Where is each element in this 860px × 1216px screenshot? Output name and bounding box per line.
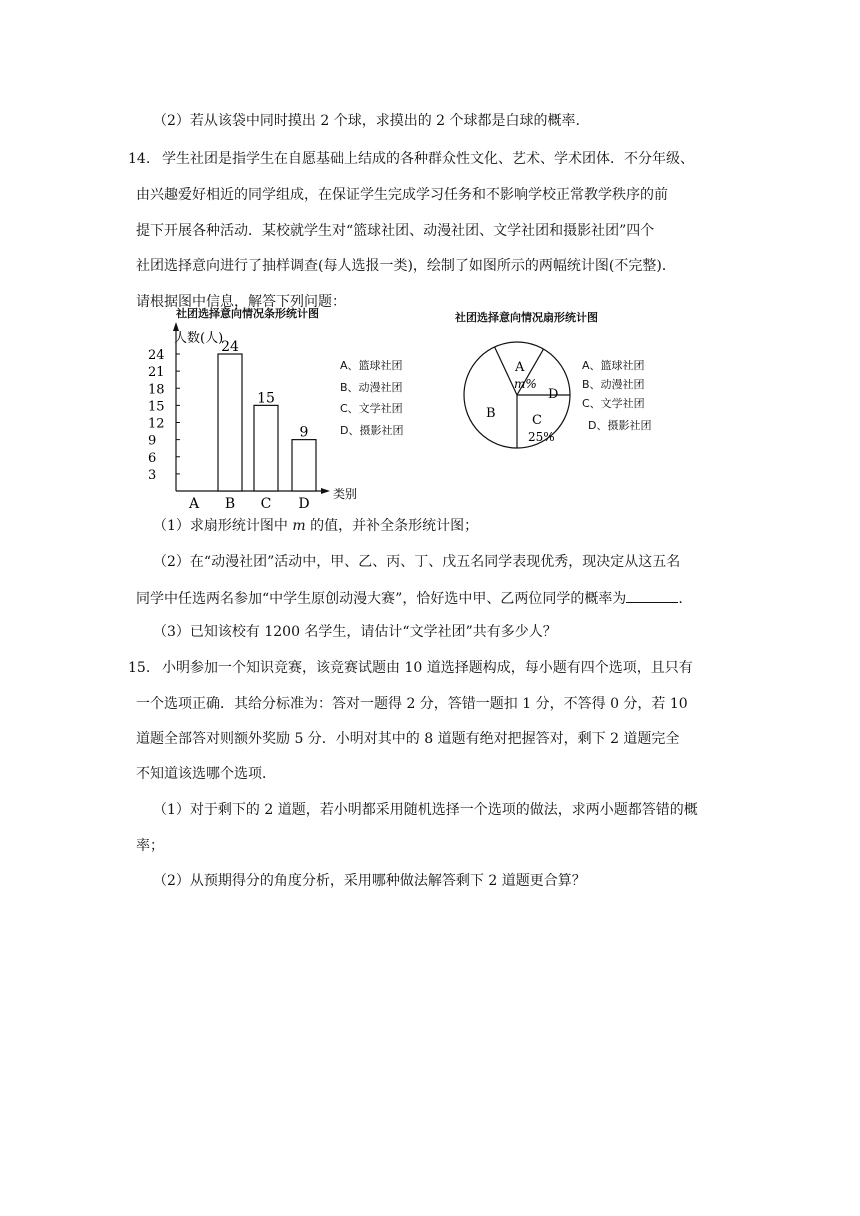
x-axis-label: 类别 — [333, 487, 358, 501]
y-tick-label: 12 — [148, 416, 165, 432]
y-tick-label: 9 — [148, 433, 157, 449]
x-tick-label-b: B — [224, 496, 236, 512]
pie-legend-c: C、文学社团 — [582, 397, 645, 410]
q14-line-1: 学生社团是指学生在自愿基础上结成的各种群众性文化、艺术、学术团体．不分年级、 — [162, 151, 694, 167]
q14-part2-end: . — [678, 591, 683, 607]
q15-line-3: 道题全部答对则额外奖励 5 分．小明对其中的 8 道题有绝对把握答对，剩下 2 道题完全 — [136, 731, 680, 747]
x-tick-label-d: D — [298, 496, 310, 512]
pie-legend-a: A、篮球社团 — [582, 359, 645, 372]
y-tick-label: 6 — [148, 450, 157, 466]
x-tick-label-a: A — [188, 496, 200, 512]
q14-part1 — [153, 516, 478, 536]
q14-part3: （3）已知该校有 1200 名学生，请估计“文学社团”共有多少人？ — [153, 624, 557, 640]
q14-part2-line-2 — [136, 588, 683, 609]
pie-legend-d: D、摄影社团 — [588, 419, 652, 432]
y-axis-label: 人数(人) — [174, 331, 224, 346]
pie-label-d: D — [548, 387, 559, 402]
x-axis-arrow — [321, 488, 330, 494]
bar-b — [218, 354, 242, 491]
pie-label-c: C — [532, 413, 542, 428]
bar-d — [292, 440, 316, 491]
pie-legend-b: B、动漫社团 — [582, 378, 645, 391]
q14-part2-line-1: （2）在“动漫社团”活动中，甲、乙、丙、丁、戊五名同学表现优秀，现决定从这五名 — [153, 554, 681, 570]
q15-line-4: 不知道该选哪个选项． — [136, 766, 276, 782]
pie-chart-title: 社团选择意向情况扇形统计图 — [455, 311, 598, 324]
q14-part2-text: 同学中任选两名参加“中学生原创动漫大赛”，恰好选中甲、乙两位同学的概率为 — [136, 591, 627, 607]
pie-label-c-value: 25% — [528, 430, 555, 444]
q14-line-5: 请根据图中信息，解答下列问题： — [136, 294, 346, 310]
bar-legend-d: D、摄影社团 — [340, 424, 404, 437]
q14-line-3: 提下开展各种活动．某校就学生对“篮球社团、动漫社团、文学社团和摄影社团”四个 — [136, 223, 655, 239]
bar-legend-c: C、文学社团 — [340, 402, 403, 415]
q13-part2: （2）若从该袋中同时摸出 2 个球，求摸出的 2 个球都是白球的概率. — [153, 113, 580, 129]
bar-value-label-d: 9 — [299, 424, 309, 441]
answer-blank[interactable] — [626, 588, 678, 603]
y-tick-label: 15 — [148, 399, 165, 415]
y-tick-label: 21 — [148, 365, 165, 381]
y-tick-label: 24 — [148, 348, 165, 363]
pie-label-a: A — [515, 360, 525, 375]
q14-number: 14. — [128, 151, 151, 167]
bar-legend-b: B、动漫社团 — [340, 381, 403, 394]
q14-part1-post: 的值，并补全条形统计图； — [305, 518, 479, 534]
y-tick-label: 18 — [148, 382, 165, 398]
y-tick-label: 3 — [148, 467, 157, 483]
x-tick-label-c: C — [260, 496, 272, 512]
bar-value-label-b: 24 — [221, 339, 239, 355]
q14-line-2: 由兴趣爱好相近的同学组成，在保证学生完成学习任务和不影响学校正常教学秩序的前 — [136, 187, 668, 203]
q14-part1-pre: （1）求扇形统计图中 — [153, 518, 293, 534]
bar-c — [254, 405, 278, 491]
y-axis-arrow — [173, 322, 179, 331]
q15-line-1: 小明参加一个知识竞赛，该竞赛试题由 10 道选择题构成，每小题有四个选项，且只有 — [162, 660, 693, 676]
pie-label-b: B — [486, 406, 496, 421]
bar-chart-title: 社团选择意向情况条形统计图 — [176, 307, 319, 320]
bar-legend-a: A、篮球社团 — [340, 359, 403, 372]
bar-value-label-c: 15 — [257, 390, 275, 407]
q15-number: 15. — [128, 660, 151, 676]
q15-part1-line-2: 率； — [136, 838, 164, 854]
q15-line-2: 一个选项正确．其给分标准为：答对一题得 2 分，答错一题扣 1 分，不答得 0 分，若 10 — [136, 696, 688, 712]
q15-part1-line-1: （1）对于剩下的 2 道题，若小明都采用随机选择一个选项的做法，求两小题都答错的概 — [153, 802, 698, 818]
q15-part2: （2）从预期得分的角度分析，采用哪种做法解答剩下 2 道题更合算？ — [153, 873, 586, 889]
q14-part1-var: m — [292, 518, 306, 534]
q14-line-4: 社团选择意向进行了抽样调查(每人选报一类)，绘制了如图所示的两幅统计图(不完整)． — [136, 258, 676, 274]
pie-chart — [452, 330, 582, 460]
pie-label-a-value: m% — [514, 377, 537, 391]
